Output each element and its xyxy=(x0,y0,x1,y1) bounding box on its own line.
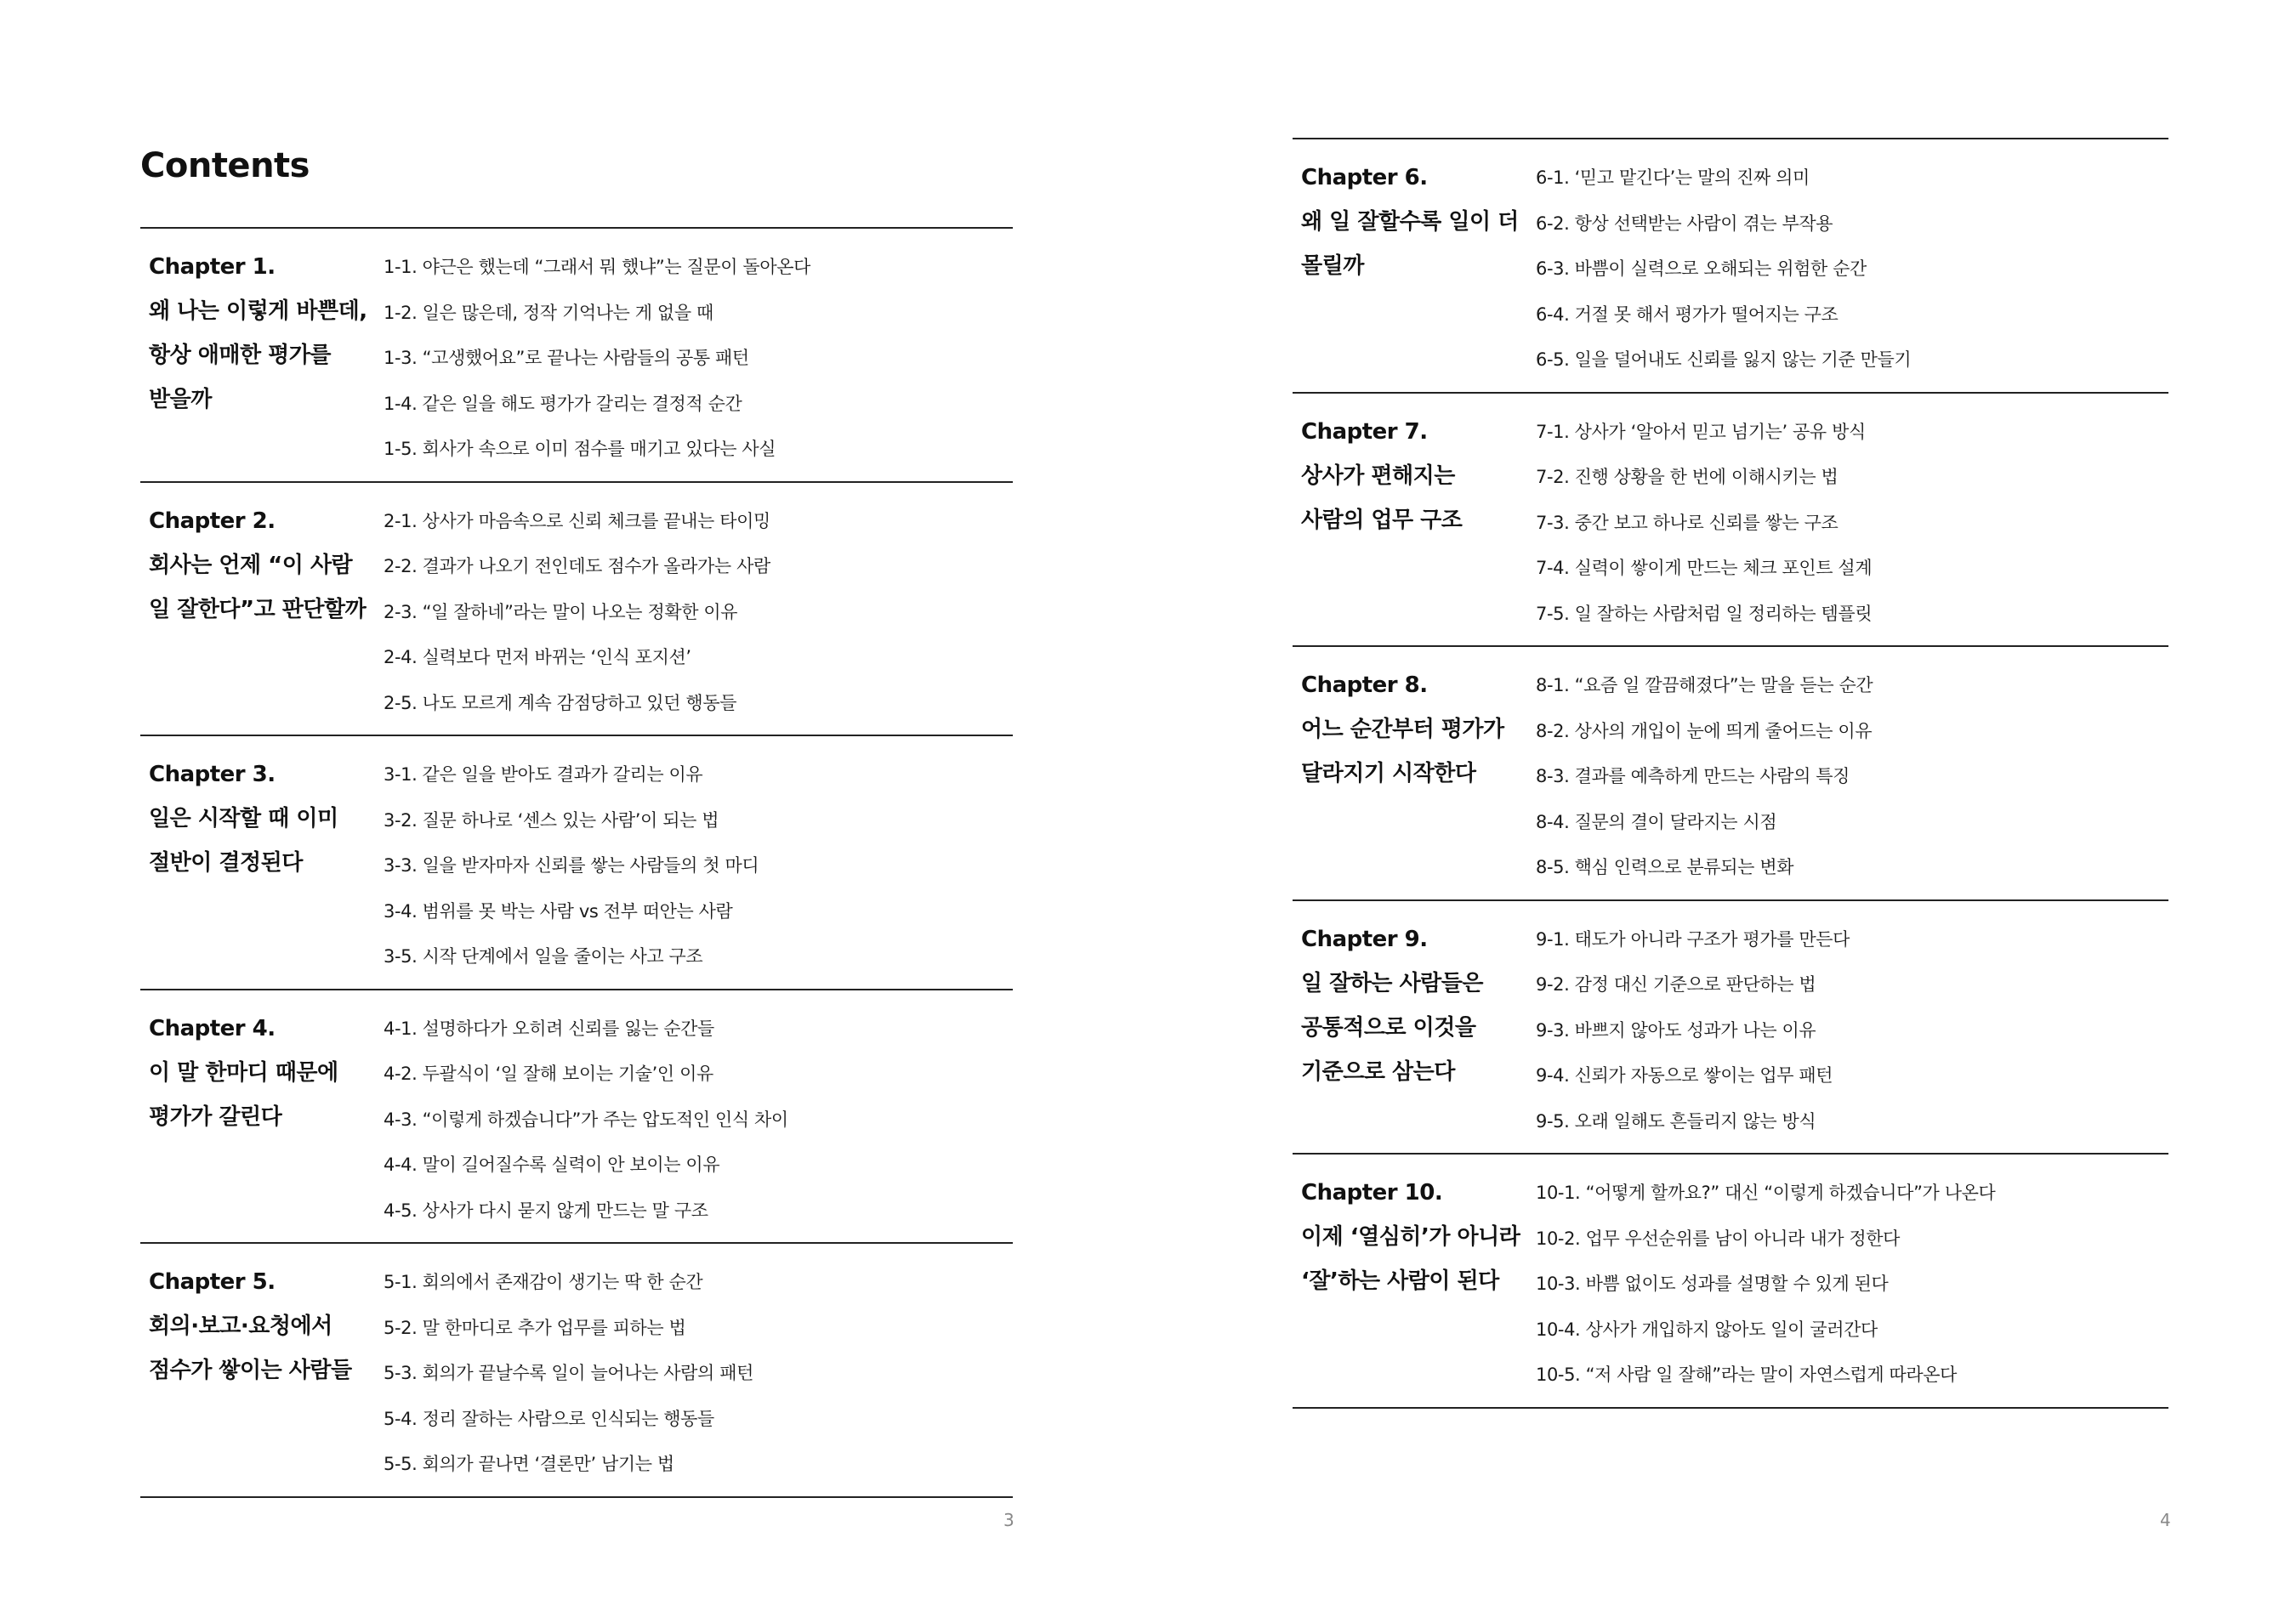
toc-item: 9-1. 태도가 아니라 구조가 평가를 만든다 xyxy=(1536,928,1850,950)
chapter-row xyxy=(1293,901,2168,1155)
chapter-title-line: 왜 나는 이렇게 바쁜데, xyxy=(149,298,367,324)
toc-item: 1-3. “고생했어요”로 끝나는 사람들의 공통 패턴 xyxy=(384,348,749,368)
toc-item: 7-2. 진행 상황을 한 번에 이해시키는 법 xyxy=(1536,467,1839,487)
chapter-title-line: 달라지기 시작한다 xyxy=(1301,761,1476,786)
toc-item: 2-3. “일 잘하네”라는 말이 나오는 정확한 이유 xyxy=(384,601,738,622)
right-page xyxy=(1148,0,2296,1617)
chapter-row xyxy=(1293,1155,2168,1409)
contents-title: Contents xyxy=(140,146,310,185)
chapter-items xyxy=(384,1260,1013,1488)
toc-item: 10-5. “저 사람 일 잘해”라는 말이 자연스럽게 따라온다 xyxy=(1536,1365,1958,1385)
chapter-title-line: 사람의 업무 구조 xyxy=(1301,507,1463,533)
toc-item: 1-5. 회사가 속으로 이미 점수를 매기고 있다는 사실 xyxy=(384,439,776,459)
toc-item: 2-5. 나도 모르게 계속 감점당하고 있던 행동들 xyxy=(384,692,737,713)
chapter-title-line: 이 말 한마디 때문에 xyxy=(149,1059,338,1086)
chapter-heading xyxy=(140,499,384,727)
chapter-label: Chapter 2. xyxy=(149,508,276,534)
chapter-title-line: 회사는 언제 “이 사람 xyxy=(149,552,353,578)
toc-item: 10-4. 상사가 개입하지 않아도 일이 굴러간다 xyxy=(1536,1319,1878,1340)
chapter-items xyxy=(384,752,1013,980)
toc-item: 1-4. 같은 일을 해도 평가가 갈리는 결정적 순간 xyxy=(384,393,742,414)
toc-item: 6-1. ‘믿고 맡긴다’는 말의 진짜 의미 xyxy=(1536,167,1810,188)
toc-item: 9-3. 바쁘지 않아도 성과가 나는 이유 xyxy=(1536,1019,1816,1041)
chapter-title-line: 왜 일 잘할수록 일이 더 xyxy=(1301,209,1519,235)
chapter-row xyxy=(140,483,1013,737)
chapter-title-line: 항상 애매한 평가를 xyxy=(149,343,332,368)
chapter-heading xyxy=(140,245,384,473)
toc-item: 7-4. 실력이 쌓이게 만드는 체크 포인트 설계 xyxy=(1536,558,1873,578)
toc-item: 10-3. 바쁨 없이도 성과를 설명할 수 있게 된다 xyxy=(1536,1274,1889,1294)
chapter-title-line: 이제 ‘열심히’가 아니라 xyxy=(1301,1224,1520,1250)
chapter-title-line: 기준으로 삼는다 xyxy=(1301,1058,1455,1085)
chapter-label: Chapter 5. xyxy=(149,1269,276,1295)
toc-item: 1-2. 일은 많은데, 정작 기억나는 게 없을 때 xyxy=(384,302,713,323)
toc-item: 3-3. 일을 받자마자 신뢰를 쌓는 사람들의 첫 마디 xyxy=(384,855,759,876)
chapter-title-line: 평가가 갈린다 xyxy=(149,1104,282,1130)
chapter-title-line: 받을까 xyxy=(149,387,212,412)
chapter-items xyxy=(1536,663,2168,891)
toc-item: 5-2. 말 한마디로 추가 업무를 피하는 법 xyxy=(384,1317,686,1338)
chapter-heading xyxy=(1293,156,1536,383)
chapter-title-line: 일 잘하는 사람들은 xyxy=(1301,970,1484,996)
chapter-items xyxy=(384,245,1013,473)
toc-item: 3-5. 시작 단계에서 일을 줄이는 사고 구조 xyxy=(384,946,703,967)
toc-left xyxy=(140,227,1013,1498)
toc-item: 8-3. 결과를 예측하게 만드는 사람의 특징 xyxy=(1536,766,1850,786)
toc-item: 7-1. 상사가 ‘알아서 믿고 넘기는’ 공유 방식 xyxy=(1536,421,1866,442)
chapter-label: Chapter 6. xyxy=(1301,165,1428,190)
page-number: 3 xyxy=(1003,1510,1014,1530)
chapter-row xyxy=(140,229,1013,483)
toc-item: 5-5. 회의가 끝나면 ‘결론만’ 남기는 법 xyxy=(384,1454,674,1474)
chapter-title-line: 절반이 결정된다 xyxy=(149,850,303,876)
toc-item: 8-1. “요즘 일 깔끔해졌다”는 말을 듣는 순간 xyxy=(1536,675,1873,695)
chapter-label: Chapter 9. xyxy=(1301,926,1428,952)
toc-item: 10-1. “어떻게 할까요?” 대신 “이렇게 하겠습니다”가 나온다 xyxy=(1536,1183,1996,1203)
toc-item: 4-4. 말이 길어질수록 실력이 안 보이는 이유 xyxy=(384,1155,720,1175)
chapter-items xyxy=(1536,156,2168,383)
toc-item: 5-1. 회의에서 존재감이 생기는 딱 한 순간 xyxy=(384,1272,703,1292)
toc-item: 8-5. 핵심 인력으로 분류되는 변화 xyxy=(1536,857,1794,877)
toc-item: 7-3. 중간 보고 하나로 신뢰를 쌓는 구조 xyxy=(1536,512,1839,533)
chapter-heading xyxy=(1293,410,1536,638)
toc-item: 8-2. 상사의 개입이 눈에 띄게 줄어드는 이유 xyxy=(1536,720,1873,741)
chapter-row xyxy=(140,990,1013,1245)
toc-item: 5-4. 정리 잘하는 사람으로 인식되는 행동들 xyxy=(384,1408,714,1429)
toc-item: 3-2. 질문 하나로 ‘센스 있는 사람’이 되는 법 xyxy=(384,809,719,831)
chapter-title-line: 회의·보고·요청에서 xyxy=(149,1313,332,1339)
chapter-title-line: 점수가 쌓이는 사람들 xyxy=(149,1358,352,1383)
chapter-row xyxy=(1293,394,2168,648)
chapter-label: Chapter 7. xyxy=(1301,418,1428,445)
toc-item: 2-2. 결과가 나오기 전인데도 점수가 올라가는 사람 xyxy=(384,556,770,576)
chapter-row xyxy=(1293,647,2168,901)
toc-item: 7-5. 일 잘하는 사람처럼 일 정리하는 템플릿 xyxy=(1536,603,1873,624)
toc-item: 3-1. 같은 일을 받아도 결과가 갈리는 이유 xyxy=(384,764,703,785)
chapter-items xyxy=(1536,917,2168,1145)
toc-item: 2-1. 상사가 마음속으로 신뢰 체크를 끝내는 타이밍 xyxy=(384,510,770,531)
toc-item: 8-4. 질문의 결이 달라지는 시점 xyxy=(1536,811,1777,832)
chapter-items xyxy=(384,1007,1013,1234)
chapter-label: Chapter 1. xyxy=(149,254,276,280)
chapter-title-line: ‘잘’하는 사람이 된다 xyxy=(1301,1268,1499,1294)
chapter-heading xyxy=(140,752,384,980)
toc-item: 6-4. 거절 못 해서 평가가 떨어지는 구조 xyxy=(1536,304,1839,325)
chapter-title-line: 어느 순간부터 평가가 xyxy=(1301,717,1504,742)
toc-item: 4-3. “이렇게 하겠습니다”가 주는 압도적인 인식 차이 xyxy=(384,1109,788,1130)
chapter-heading xyxy=(1293,917,1536,1145)
toc-item: 9-4. 신뢰가 자동으로 쌓이는 업무 패턴 xyxy=(1536,1065,1833,1086)
toc-item: 9-5. 오래 일해도 흔들리지 않는 방식 xyxy=(1536,1110,1816,1132)
chapter-title-line: 공통적으로 이것을 xyxy=(1301,1014,1476,1041)
toc-item: 10-2. 업무 우선순위를 남이 아니라 내가 정한다 xyxy=(1536,1228,1901,1249)
chapter-row xyxy=(1293,139,2168,394)
toc-item: 4-1. 설명하다가 오히려 신뢰를 잃는 순간들 xyxy=(384,1018,714,1039)
chapter-row xyxy=(140,736,1013,990)
toc-right xyxy=(1293,138,2168,1409)
toc-item: 6-3. 바쁨이 실력으로 오해되는 위험한 순간 xyxy=(1536,258,1867,279)
page-number: 4 xyxy=(2160,1510,2171,1530)
toc-item: 2-4. 실력보다 먼저 바뀌는 ‘인식 포지션’ xyxy=(384,647,691,667)
chapter-items xyxy=(384,499,1013,727)
toc-item: 9-2. 감정 대신 기준으로 판단하는 법 xyxy=(1536,974,1816,995)
chapter-label: Chapter 8. xyxy=(1301,672,1428,698)
toc-item: 6-2. 항상 선택받는 사람이 겪는 부작용 xyxy=(1536,213,1833,234)
chapter-items xyxy=(1536,410,2168,638)
chapter-title-line: 일 잘한다”고 판단할까 xyxy=(149,596,367,622)
chapter-heading xyxy=(140,1007,384,1234)
chapter-items xyxy=(1536,1171,2168,1399)
toc-item: 1-1. 야근은 했는데 “그래서 뭐 했냐”는 질문이 돌아온다 xyxy=(384,257,810,277)
toc-item: 4-2. 두괄식이 ‘일 잘해 보이는 기술’인 이유 xyxy=(384,1064,713,1084)
chapter-label: Chapter 3. xyxy=(149,762,276,787)
toc-item: 3-4. 범위를 못 박는 사람 vs 전부 떠안는 사람 xyxy=(384,900,733,922)
chapter-heading xyxy=(140,1260,384,1488)
chapter-heading xyxy=(1293,663,1536,891)
chapter-row xyxy=(140,1244,1013,1498)
chapter-title-line: 몰릴까 xyxy=(1301,253,1364,279)
toc-item: 6-5. 일을 덜어내도 신뢰를 잃지 않는 기준 만들기 xyxy=(1536,349,1912,370)
toc-item: 4-5. 상사가 다시 묻지 않게 만드는 말 구조 xyxy=(384,1200,708,1221)
chapter-heading xyxy=(1293,1171,1536,1399)
chapter-title-line: 상사가 편해지는 xyxy=(1301,462,1455,489)
chapter-title-line: 일은 시작할 때 이미 xyxy=(149,806,338,831)
chapter-label: Chapter 4. xyxy=(149,1015,276,1041)
toc-item: 5-3. 회의가 끝날수록 일이 늘어나는 사람의 패턴 xyxy=(384,1363,753,1383)
chapter-label: Chapter 10. xyxy=(1301,1180,1443,1206)
